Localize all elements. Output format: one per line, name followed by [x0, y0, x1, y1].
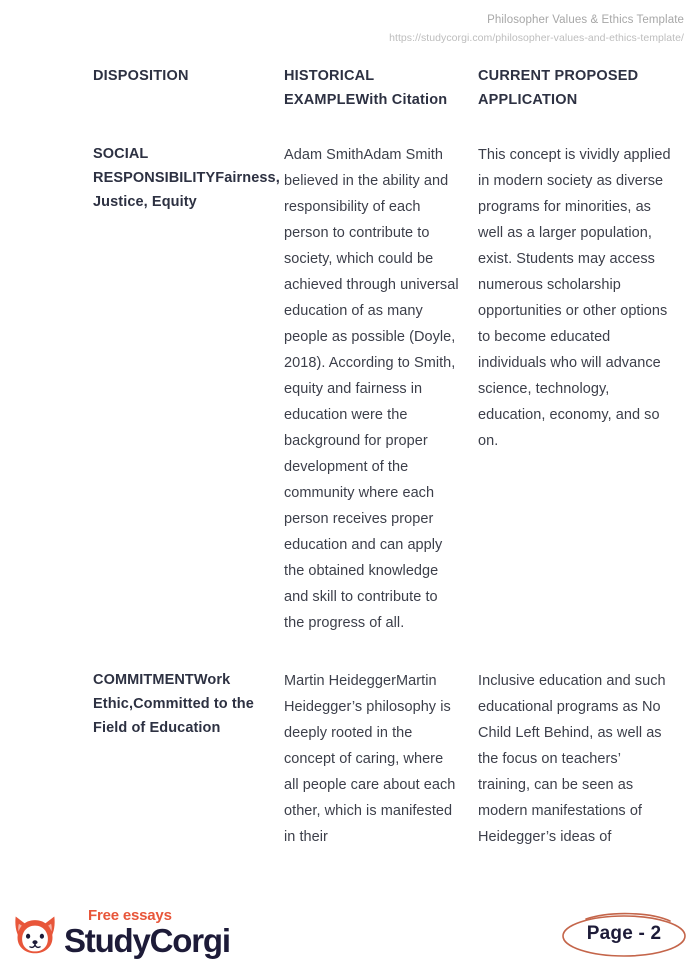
studycorgi-logo: [12, 902, 230, 958]
current-application-body: This concept is vividly applied in modern society as diverse programs for minorities, as well as a larger population, exist. Students may access numerous scholarship opportunities or other options to become educated individuals who will advance science, technology, education, economy, and so on.: [478, 147, 671, 449]
brand-text: [64, 907, 230, 959]
corgi-logo-icon: [12, 910, 58, 956]
column-header-historical-example: [284, 64, 478, 142]
column-header-disposition-label: DISPOSITION: [93, 68, 189, 84]
column-header-historical-example-label: HISTORICAL EXAMPLE: [284, 68, 375, 108]
page-number-label: Page - 2: [586, 922, 662, 944]
disposition-traits: Fairness, Justice, Equity: [93, 170, 280, 210]
page-footer: [0, 890, 698, 964]
disposition-title: SOCIAL RESPONSIBILITY: [93, 146, 216, 186]
column-header-current-application: [478, 64, 693, 142]
cell-historical-example: [284, 142, 478, 668]
current-application-body: Inclusive education and such educational programs as No Child Left Behind, as well as the focus on teachers’ training, can be seen as modern manifestations of Heidegger’s ideas of: [478, 673, 666, 845]
table-header-row: [93, 64, 693, 142]
cell-current-application: [478, 668, 693, 882]
brand-name: StudyCorgi: [64, 922, 230, 959]
disposition-title: COMMITMENT: [93, 672, 194, 688]
header-title: Philosopher Values & Ethics Template: [487, 14, 684, 26]
page-number-badge: [558, 909, 690, 959]
disposition-traits: Work Ethic,Committed to the Field of Education: [93, 672, 254, 736]
historical-example-name: Adam Smith: [284, 147, 364, 163]
column-header-disposition: [93, 64, 284, 142]
cell-historical-example: [284, 668, 478, 882]
header-source-url: https://studycorgi.com/philosopher-values-and-ethics-template/: [389, 31, 684, 44]
cell-current-application: [478, 142, 693, 668]
historical-example-body: Adam Smith believed in the ability and responsibility of each person to contribute to society, which could be achieved through universal education of as many people as possible (Doyle, 2018). According to Smith, equity and fairness in education were the background for proper development of the community where each person receives proper education and can apply the obtained knowledge and skill to contribute to the progress of all.: [284, 147, 459, 631]
cell-disposition: [93, 142, 284, 668]
table-row: [93, 668, 693, 882]
historical-example-name: Martin Heidegger: [284, 673, 397, 689]
column-header-current-application-label: CURRENT PROPOSED APPLICATION: [478, 68, 639, 108]
page-header: [164, 12, 684, 46]
cell-disposition: [93, 668, 284, 882]
table-row: [93, 142, 693, 668]
dispositions-table: [93, 64, 693, 882]
column-header-historical-example-subtitle: With Citation: [355, 92, 448, 108]
brand-tagline: Free essays: [88, 907, 172, 924]
historical-example-body: Martin Heidegger’s philosophy is deeply rooted in the concept of caring, where all people care about each other, which is manifested in their: [284, 673, 456, 845]
